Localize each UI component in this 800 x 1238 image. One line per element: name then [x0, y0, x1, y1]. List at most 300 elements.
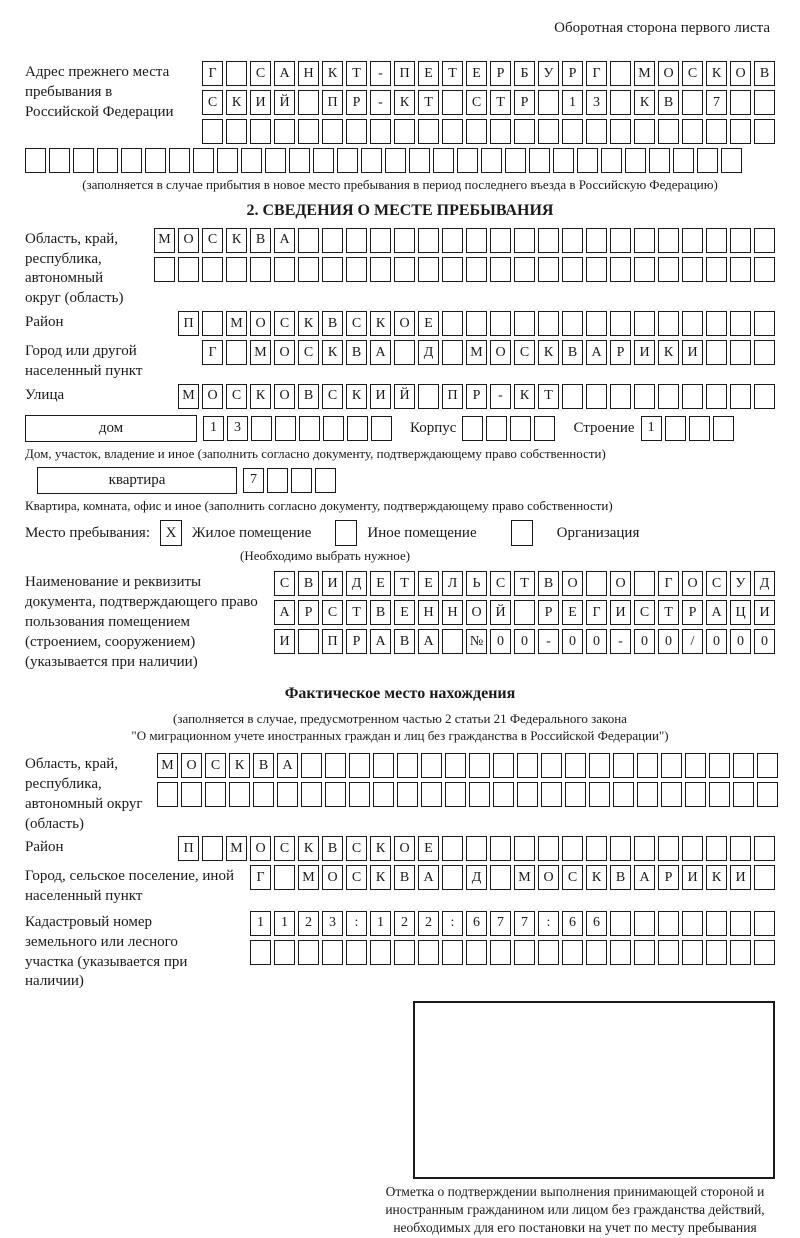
char-box[interactable] [241, 148, 262, 173]
char-box[interactable]: М [226, 311, 247, 336]
char-box[interactable]: К [514, 384, 535, 409]
char-box[interactable] [121, 148, 142, 173]
char-box[interactable]: Т [418, 90, 439, 115]
char-box[interactable]: В [322, 311, 343, 336]
char-box[interactable]: И [322, 571, 343, 596]
char-box[interactable] [514, 600, 535, 625]
char-box[interactable]: А [274, 600, 295, 625]
char-box[interactable] [394, 340, 415, 365]
char-box[interactable] [713, 416, 734, 441]
char-box[interactable] [394, 228, 415, 253]
char-box[interactable]: А [418, 865, 439, 890]
char-box[interactable] [373, 782, 394, 807]
char-box[interactable]: 2 [394, 911, 415, 936]
char-box[interactable]: С [226, 384, 247, 409]
char-box[interactable]: А [418, 629, 439, 654]
char-box[interactable] [562, 384, 583, 409]
char-box[interactable] [586, 228, 607, 253]
char-box[interactable] [322, 119, 343, 144]
char-box[interactable]: М [154, 228, 175, 253]
char-box[interactable]: Р [682, 600, 703, 625]
char-box[interactable] [565, 753, 586, 778]
char-box[interactable] [289, 148, 310, 173]
char-box[interactable]: Р [658, 865, 679, 890]
char-box[interactable] [682, 940, 703, 965]
char-box[interactable]: В [562, 340, 583, 365]
char-box[interactable]: Н [442, 600, 463, 625]
char-box[interactable] [510, 416, 531, 441]
char-box[interactable]: К [538, 340, 559, 365]
char-box[interactable] [754, 311, 775, 336]
char-box[interactable]: А [586, 340, 607, 365]
char-box[interactable]: О [250, 311, 271, 336]
char-box[interactable]: - [538, 629, 559, 654]
char-box[interactable]: В [538, 571, 559, 596]
char-box[interactable] [754, 940, 775, 965]
char-box[interactable] [658, 836, 679, 861]
char-box[interactable]: 1 [370, 911, 391, 936]
char-box[interactable] [730, 911, 751, 936]
char-box[interactable]: Н [298, 61, 319, 86]
char-box[interactable] [298, 940, 319, 965]
char-box[interactable]: В [298, 571, 319, 596]
char-box[interactable] [634, 384, 655, 409]
char-box[interactable] [637, 753, 658, 778]
char-box[interactable]: С [490, 571, 511, 596]
char-box[interactable]: 2 [298, 911, 319, 936]
char-box[interactable] [661, 753, 682, 778]
char-box[interactable] [462, 416, 483, 441]
char-box[interactable]: В [253, 753, 274, 778]
char-box[interactable] [301, 782, 322, 807]
char-box[interactable]: О [658, 61, 679, 86]
char-box[interactable]: Д [466, 865, 487, 890]
char-box[interactable] [541, 782, 562, 807]
char-box[interactable] [274, 257, 295, 282]
char-box[interactable] [421, 782, 442, 807]
char-box[interactable] [586, 836, 607, 861]
char-box[interactable]: И [274, 629, 295, 654]
char-box[interactable] [253, 782, 274, 807]
char-box[interactable]: К [298, 311, 319, 336]
char-box[interactable] [586, 940, 607, 965]
char-box[interactable] [442, 311, 463, 336]
char-box[interactable]: О [274, 340, 295, 365]
char-box[interactable] [442, 629, 463, 654]
char-box[interactable]: 3 [227, 416, 248, 441]
char-box[interactable]: Е [418, 311, 439, 336]
char-box[interactable]: - [370, 61, 391, 86]
char-box[interactable]: О [202, 384, 223, 409]
char-box[interactable] [274, 940, 295, 965]
char-box[interactable]: И [682, 865, 703, 890]
char-box[interactable] [346, 119, 367, 144]
checkbox-zhiloe-pomeshchenie[interactable]: X [160, 520, 182, 546]
char-box[interactable] [577, 148, 598, 173]
char-box[interactable]: С [274, 311, 295, 336]
char-box[interactable] [250, 257, 271, 282]
char-box[interactable]: С [322, 600, 343, 625]
char-box[interactable] [346, 940, 367, 965]
char-box[interactable] [658, 384, 679, 409]
char-box[interactable]: Т [514, 571, 535, 596]
char-box[interactable] [685, 753, 706, 778]
char-box[interactable] [601, 148, 622, 173]
char-box[interactable] [267, 468, 288, 493]
char-box[interactable]: Ц [730, 600, 751, 625]
char-box[interactable]: Т [538, 384, 559, 409]
char-box[interactable] [298, 257, 319, 282]
char-box[interactable] [394, 257, 415, 282]
char-box[interactable]: Р [610, 340, 631, 365]
char-box[interactable] [418, 940, 439, 965]
char-box[interactable]: А [274, 61, 295, 86]
char-box[interactable] [534, 416, 555, 441]
char-box[interactable]: 0 [586, 629, 607, 654]
char-box[interactable]: С [202, 90, 223, 115]
char-box[interactable] [730, 228, 751, 253]
char-box[interactable]: 3 [322, 911, 343, 936]
char-box[interactable] [565, 782, 586, 807]
char-box[interactable]: М [157, 753, 178, 778]
char-box[interactable] [682, 257, 703, 282]
char-box[interactable] [371, 416, 392, 441]
char-box[interactable]: И [730, 865, 751, 890]
char-box[interactable] [397, 782, 418, 807]
char-box[interactable]: В [322, 836, 343, 861]
char-box[interactable]: Р [298, 600, 319, 625]
char-box[interactable]: 0 [634, 629, 655, 654]
char-box[interactable] [514, 311, 535, 336]
char-box[interactable] [514, 119, 535, 144]
char-box[interactable] [754, 257, 775, 282]
char-box[interactable] [538, 119, 559, 144]
char-box[interactable] [466, 257, 487, 282]
char-box[interactable]: О [730, 61, 751, 86]
char-box[interactable]: К [586, 865, 607, 890]
char-box[interactable] [385, 148, 406, 173]
char-box[interactable] [205, 782, 226, 807]
char-box[interactable] [721, 148, 742, 173]
char-box[interactable] [490, 257, 511, 282]
char-box[interactable]: И [250, 90, 271, 115]
char-box[interactable] [730, 257, 751, 282]
char-box[interactable]: Т [442, 61, 463, 86]
char-box[interactable]: К [370, 311, 391, 336]
char-box[interactable] [706, 257, 727, 282]
char-box[interactable] [610, 940, 631, 965]
char-box[interactable] [418, 384, 439, 409]
char-box[interactable] [466, 836, 487, 861]
char-box[interactable] [442, 257, 463, 282]
char-box[interactable] [634, 311, 655, 336]
char-box[interactable] [373, 753, 394, 778]
char-box[interactable]: 1 [641, 416, 662, 441]
char-box[interactable]: М [178, 384, 199, 409]
char-box[interactable]: В [754, 61, 775, 86]
char-box[interactable] [250, 119, 271, 144]
char-box[interactable]: У [538, 61, 559, 86]
char-box[interactable] [634, 836, 655, 861]
char-box[interactable]: / [682, 629, 703, 654]
char-box[interactable]: Т [394, 571, 415, 596]
char-box[interactable]: 6 [562, 911, 583, 936]
char-box[interactable]: Г [202, 61, 223, 86]
char-box[interactable] [733, 753, 754, 778]
char-box[interactable]: 3 [586, 90, 607, 115]
char-box[interactable]: У [730, 571, 751, 596]
char-box[interactable] [493, 753, 514, 778]
char-box[interactable]: М [250, 340, 271, 365]
char-box[interactable] [274, 119, 295, 144]
char-box[interactable]: Р [466, 384, 487, 409]
char-box[interactable] [469, 782, 490, 807]
char-box[interactable] [706, 836, 727, 861]
char-box[interactable] [586, 257, 607, 282]
char-box[interactable]: К [322, 61, 343, 86]
char-box[interactable]: Р [538, 600, 559, 625]
char-box[interactable]: В [610, 865, 631, 890]
char-box[interactable] [490, 836, 511, 861]
char-box[interactable]: К [634, 90, 655, 115]
char-box[interactable] [538, 90, 559, 115]
char-box[interactable] [421, 753, 442, 778]
char-box[interactable] [181, 782, 202, 807]
char-box[interactable]: К [706, 865, 727, 890]
char-box[interactable] [706, 311, 727, 336]
char-box[interactable] [291, 468, 312, 493]
char-box[interactable] [562, 836, 583, 861]
char-box[interactable]: К [322, 340, 343, 365]
char-box[interactable] [613, 782, 634, 807]
char-box[interactable]: М [466, 340, 487, 365]
char-box[interactable] [397, 753, 418, 778]
char-box[interactable] [154, 257, 175, 282]
char-box[interactable] [658, 257, 679, 282]
char-box[interactable] [466, 228, 487, 253]
char-box[interactable] [490, 940, 511, 965]
char-box[interactable] [649, 148, 670, 173]
char-box[interactable]: С [202, 228, 223, 253]
char-box[interactable]: Б [514, 61, 535, 86]
char-box[interactable] [658, 911, 679, 936]
char-box[interactable]: : [538, 911, 559, 936]
char-box[interactable] [634, 911, 655, 936]
char-box[interactable] [634, 228, 655, 253]
char-box[interactable]: И [634, 340, 655, 365]
char-box[interactable] [514, 940, 535, 965]
char-box[interactable] [394, 119, 415, 144]
char-box[interactable] [349, 753, 370, 778]
char-box[interactable] [730, 940, 751, 965]
char-box[interactable] [562, 311, 583, 336]
char-box[interactable] [370, 228, 391, 253]
char-box[interactable] [202, 836, 223, 861]
char-box[interactable] [733, 782, 754, 807]
char-box[interactable] [538, 257, 559, 282]
char-box[interactable]: 1 [250, 911, 271, 936]
char-box[interactable]: 7 [490, 911, 511, 936]
char-box[interactable] [682, 90, 703, 115]
char-box[interactable] [157, 782, 178, 807]
char-box[interactable]: С [346, 311, 367, 336]
char-box[interactable]: 6 [466, 911, 487, 936]
char-box[interactable] [706, 940, 727, 965]
char-box[interactable]: : [442, 911, 463, 936]
char-box[interactable] [634, 940, 655, 965]
char-box[interactable] [469, 753, 490, 778]
char-box[interactable]: Н [418, 600, 439, 625]
char-box[interactable] [754, 340, 775, 365]
char-box[interactable]: 0 [658, 629, 679, 654]
char-box[interactable] [682, 119, 703, 144]
char-box[interactable] [730, 836, 751, 861]
char-box[interactable] [658, 311, 679, 336]
char-box[interactable]: Е [418, 836, 439, 861]
char-box[interactable] [301, 753, 322, 778]
char-box[interactable] [481, 148, 502, 173]
char-box[interactable] [442, 228, 463, 253]
char-box[interactable] [349, 782, 370, 807]
char-box[interactable] [202, 311, 223, 336]
char-box[interactable] [538, 940, 559, 965]
char-box[interactable]: - [490, 384, 511, 409]
char-box[interactable]: О [466, 600, 487, 625]
char-box[interactable] [706, 228, 727, 253]
char-box[interactable]: С [466, 90, 487, 115]
char-box[interactable] [325, 753, 346, 778]
char-box[interactable] [586, 119, 607, 144]
char-box[interactable] [610, 311, 631, 336]
char-box[interactable]: 7 [514, 911, 535, 936]
char-box[interactable]: Л [442, 571, 463, 596]
char-box[interactable]: К [394, 90, 415, 115]
char-box[interactable] [346, 228, 367, 253]
char-box[interactable]: П [322, 90, 343, 115]
char-box[interactable]: 6 [586, 911, 607, 936]
char-box[interactable]: К [370, 836, 391, 861]
char-box[interactable] [418, 119, 439, 144]
char-box[interactable] [634, 119, 655, 144]
char-box[interactable] [490, 311, 511, 336]
char-box[interactable] [49, 148, 70, 173]
char-box[interactable]: П [178, 836, 199, 861]
char-box[interactable]: 0 [490, 629, 511, 654]
char-box[interactable] [754, 911, 775, 936]
char-box[interactable] [538, 311, 559, 336]
char-box[interactable] [562, 119, 583, 144]
checkbox-inoe-pomeshchenie[interactable] [335, 520, 357, 546]
char-box[interactable] [433, 148, 454, 173]
char-box[interactable]: М [226, 836, 247, 861]
char-box[interactable]: Е [562, 600, 583, 625]
char-box[interactable] [193, 148, 214, 173]
char-box[interactable] [370, 257, 391, 282]
char-box[interactable] [634, 257, 655, 282]
char-box[interactable]: О [562, 571, 583, 596]
char-box[interactable] [673, 148, 694, 173]
char-box[interactable]: В [658, 90, 679, 115]
char-box[interactable] [706, 119, 727, 144]
char-box[interactable] [325, 782, 346, 807]
char-box[interactable] [370, 940, 391, 965]
char-box[interactable] [514, 228, 535, 253]
checkbox-organizatsiya[interactable] [511, 520, 533, 546]
char-box[interactable] [754, 119, 775, 144]
char-box[interactable]: О [490, 340, 511, 365]
char-box[interactable]: П [442, 384, 463, 409]
char-box[interactable] [665, 416, 686, 441]
char-box[interactable] [442, 90, 463, 115]
char-box[interactable] [298, 90, 319, 115]
char-box[interactable]: А [277, 753, 298, 778]
char-box[interactable] [730, 119, 751, 144]
char-box[interactable]: М [514, 865, 535, 890]
char-box[interactable]: О [274, 384, 295, 409]
char-box[interactable] [754, 90, 775, 115]
char-box[interactable]: - [610, 629, 631, 654]
char-box[interactable]: 0 [706, 629, 727, 654]
char-box[interactable]: О [250, 836, 271, 861]
char-box[interactable] [361, 148, 382, 173]
char-box[interactable] [346, 257, 367, 282]
char-box[interactable]: - [370, 90, 391, 115]
char-box[interactable]: А [370, 629, 391, 654]
char-box[interactable] [466, 940, 487, 965]
char-box[interactable] [658, 228, 679, 253]
char-box[interactable] [637, 782, 658, 807]
char-box[interactable] [418, 228, 439, 253]
char-box[interactable] [586, 571, 607, 596]
char-box[interactable] [538, 836, 559, 861]
char-box[interactable] [442, 340, 463, 365]
char-box[interactable]: М [298, 865, 319, 890]
char-box[interactable] [442, 865, 463, 890]
char-box[interactable]: Г [586, 61, 607, 86]
char-box[interactable] [322, 257, 343, 282]
char-box[interactable]: С [322, 384, 343, 409]
char-box[interactable]: 0 [562, 629, 583, 654]
char-box[interactable] [586, 311, 607, 336]
char-box[interactable]: В [370, 600, 391, 625]
char-box[interactable] [706, 384, 727, 409]
char-box[interactable]: О [394, 836, 415, 861]
char-box[interactable] [274, 865, 295, 890]
char-box[interactable]: Г [250, 865, 271, 890]
char-box[interactable] [298, 228, 319, 253]
char-box[interactable] [275, 416, 296, 441]
char-box[interactable] [754, 865, 775, 890]
char-box[interactable] [613, 753, 634, 778]
char-box[interactable]: Д [346, 571, 367, 596]
char-box[interactable] [202, 119, 223, 144]
char-box[interactable]: К [250, 384, 271, 409]
char-box[interactable]: Е [418, 571, 439, 596]
char-box[interactable] [445, 782, 466, 807]
char-box[interactable]: И [754, 600, 775, 625]
char-box[interactable] [347, 416, 368, 441]
char-box[interactable] [490, 865, 511, 890]
char-box[interactable] [610, 61, 631, 86]
char-box[interactable] [730, 340, 751, 365]
char-box[interactable] [409, 148, 430, 173]
char-box[interactable] [610, 228, 631, 253]
char-box[interactable]: В [250, 228, 271, 253]
char-box[interactable] [682, 836, 703, 861]
char-box[interactable]: Й [394, 384, 415, 409]
char-box[interactable] [229, 782, 250, 807]
char-box[interactable]: 1 [562, 90, 583, 115]
